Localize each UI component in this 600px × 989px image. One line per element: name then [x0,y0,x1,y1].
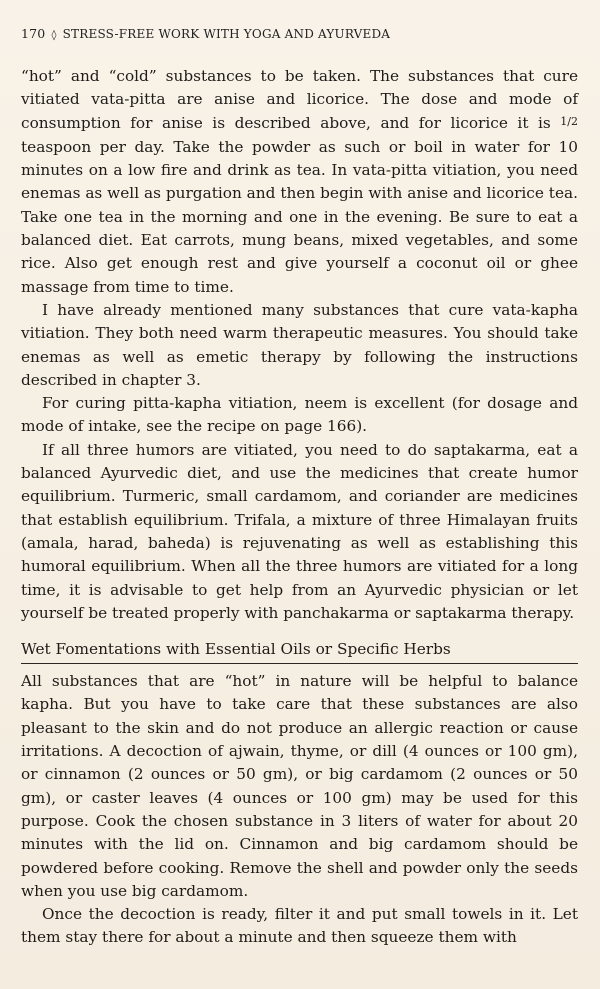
paragraph-text: teaspoon per day. Take the powder as such or boil in water for 10 minutes on a low fire and drink as tea. In vata-pitta vitiation, you need enemas as well as purgation and then begin with anise and licorice tea. Take one tea in the morning and one in the evening. Be sure to eat a balanced diet. Eat carrots, mung beans, mixed vegetables, and some rice. Also get enough rest and give yourself a coconut oil or ghee massage from time to time. [21,137,578,296]
paragraph [21,65,578,299]
header-separator: ◊ [51,30,57,41]
paragraph: I have already mentioned many substances that cure vata-kapha vitiation. They both need warm therapeutic measures. You should take enemas as well as emetic therapy by following the instructions described in chapter 3. [21,300,578,389]
paragraph: Once the decoction is ready, filter it and put small towels in it. Let them stay there for about a minute and then squeeze them with [21,905,578,947]
paragraph-text: “hot” and “cold” substances to be taken. The substances that cure vitiated vata-pitta are anise and licorice. The dose and mode of consumption for anise is described above, and for licorice it is [21,67,578,132]
page-number: 170 [21,26,46,41]
paragraph: If all three humors are vitiated, you need to do saptakarma, eat a balanced Ayurvedic diet, and use the medicines that create humor equilibrium. Turmeric, small cardamom, and coriander are medicines that establish equilibrium. Trifala, a mixture of three Himalayan fruits (amala, harad, baheda) is rejuvenating as well as establishing this humoral equilibrium. When all the three humors are vitiated for a long time, it is advisable to get help from an Ayurvedic physician or let yourself be treated properly with panchakarma or saptakarma therapy. [21,440,578,622]
paragraph: For curing pitta-kapha vitiation, neem is excellent (for dosage and mode of intake, see the recipe on page 166). [21,394,578,436]
fraction-half: 1/2 [560,114,578,128]
paragraph: All substances that are “hot” in nature will be helpful to balance kapha. But you have to take care that these substances are also pleasant to the skin and do not produce an allergic reaction or cause irritations. A decoction of ajwain, thyme, or dill (4 ounces or 100 gm), or cinnamon (2 ounces or 50 gm), or big cardamom (2 ounces or 50 gm), or caster leaves (4 ounces or 100 gm) may be used for this purpose. Cook the chosen substance in 3 liters of water for about 20 minutes with the lid on. Cinnamon and big cardamom should be powdered before cooking. Remove the shell and powder only the seeds when you use big cardamom. [21,672,578,900]
running-header [21,26,578,41]
body-text [21,65,578,950]
running-title: STRESS-FREE WORK WITH YOGA AND AYURVEDA [62,27,391,41]
section-heading: Wet Fomentations with Essential Oils or Specific Herbs [21,639,578,664]
